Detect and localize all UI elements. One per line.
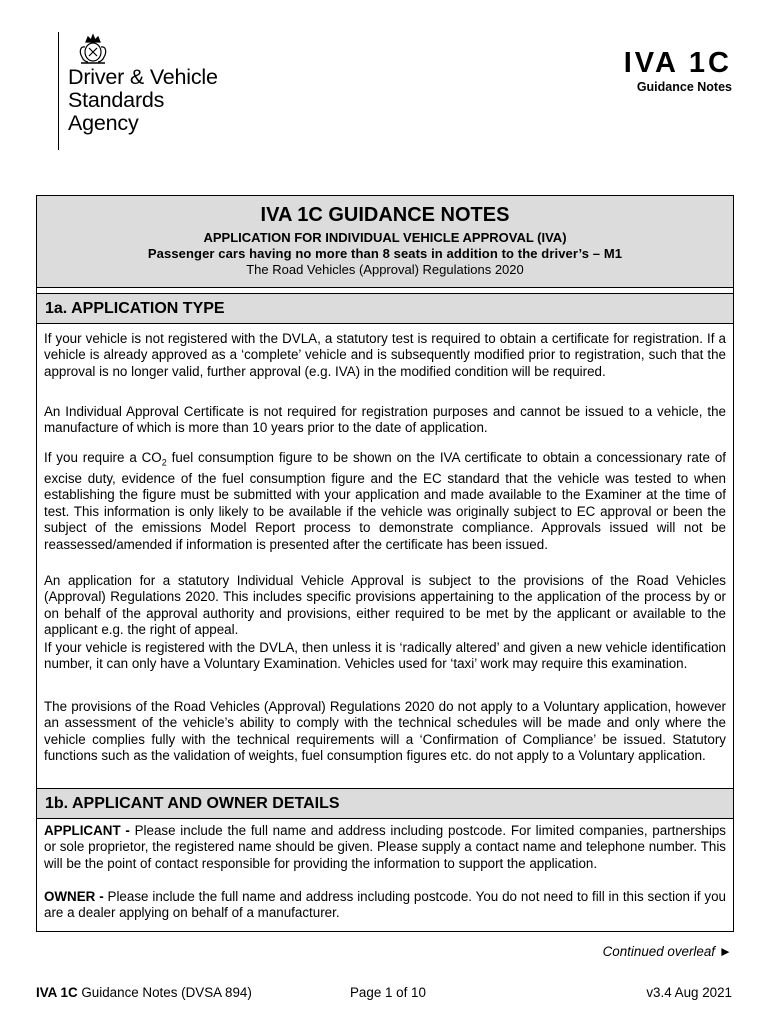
co2-text: If you require a CO [44,450,162,465]
owner-para [44,889,726,922]
agency-name [68,66,218,135]
para-text: If your vehicle is not registered with the DVLA, a statutory test is required to obtain a certificate for registration. If a vehicle is already approved as a ‘complete’ vehicle and is subsequently modified prior to registration, such that the approval is no longer valid, further approval (e.g. IVA) in the modified condition will be required. [44,331,726,379]
applicant-label: APPLICANT - [44,823,130,838]
para-text: If your vehicle is registered with the DVLA, then unless it is ‘radically altered’ and given a new vehicle identification number, it can only have a Voluntary Examination. Vehicles used for ‘taxi’ work may require this examination. [44,640,726,672]
section-1b-heading: 1b. APPLICANT AND OWNER DETAILS [36,788,734,819]
title-line-3: Passenger cars having no more than 8 seats in addition to the driver’s – M1 [147,246,623,261]
section-1a-p2 [44,404,726,437]
section-1a-p1 [44,331,726,380]
continued-overleaf: Continued overleaf ► [602,944,732,959]
section-1a-p4 [44,573,726,639]
section-1a-heading: 1a. APPLICATION TYPE [36,293,734,324]
doc-code: IVA 1C [623,47,732,79]
document-id [624,46,732,94]
applicant-para [44,823,726,872]
footer-code: IVA 1C [36,985,78,1000]
agency-line-2: Standards [68,88,165,112]
doc-subtitle: Guidance Notes [636,80,732,94]
co2-subscript: 2 [161,457,167,468]
agency-logo [58,32,218,150]
agency-line-1: Driver & Vehicle [68,65,218,89]
section-1b-applicant [44,823,726,872]
footer-version: v3.4 Aug 2021 [646,985,732,1000]
para-text [44,450,726,553]
section-1b-owner [44,889,726,922]
footer-doc-name: Guidance Notes (DVSA 894) [77,985,252,1000]
section-1a-p6 [44,699,726,765]
footer-page-number: Page 1 of 10 [350,985,426,1000]
title-line-4: The Road Vehicles (Approval) Regulations 2020 [246,262,524,277]
owner-label: OWNER - [44,889,104,904]
para-text: The provisions of the Road Vehicles (Approval) Regulations 2020 do not apply to a Voluntary application, however an assessment of the vehicle’s ability to comply with the technical schedules will be made and only where the vehicle complies fully with the technical requirements will a ‘Confirmation of Compliance’ be issued. Statutory functions such as the validation of weights, fuel consumption figures etc. do not apply to a Voluntary application. [44,699,726,764]
footer-left [36,985,252,1000]
title-line-2: APPLICATION FOR INDIVIDUAL VEHICLE APPROVAL (IVA) [203,230,567,245]
owner-text: Please include the full name and address including postcode. You do not need to fill in this section if you are a dealer applying on behalf of a manufacturer. [44,889,726,921]
agency-line-3: Agency [68,111,139,135]
title-box [36,195,734,288]
section-1a-p5 [44,640,726,673]
para-text-rest: fuel consumption figure to be shown on the IVA certificate to obtain a concessionary rate of excise duty, evidence of the fuel consumption figure and the EC standard that the vehicle was tested to when establishing the figure must be submitted with your application and made available to the Examiner at the time of test. This information is only likely to be available if the vehicle was originally subject to EC approval or been the subject of the emissions Model Report process to demonstrate compliance. Approvals issued will not be reassessed/amended if information is presented after the certificate has been issued. [44,450,726,552]
para-text: An application for a statutory Individual Vehicle Approval is subject to the provisions of the Road Vehicles (Approval) Regulations 2020. This includes specific provisions appertaining to the application of the process by or on behalf of the approval authority and provisions, either required to be met by the applicant or available to the applicant e.g. the right of appeal. [44,573,726,638]
para-text: An Individual Approval Certificate is not required for registration purposes and cannot be issued to a vehicle, the manufacture of which is more than 10 years prior to the date of application. [44,404,726,436]
page-title: IVA 1C GUIDANCE NOTES [260,204,510,226]
royal-crest-icon [76,32,110,66]
section-1a-p3 [44,450,726,553]
applicant-text: Please include the full name and address including postcode. For limited companies, partnerships or sole proprietor, the registered name should be given. Please supply a contact name and telephone number. This will be the point of contact responsible for providing the information to support the application. [44,823,726,871]
